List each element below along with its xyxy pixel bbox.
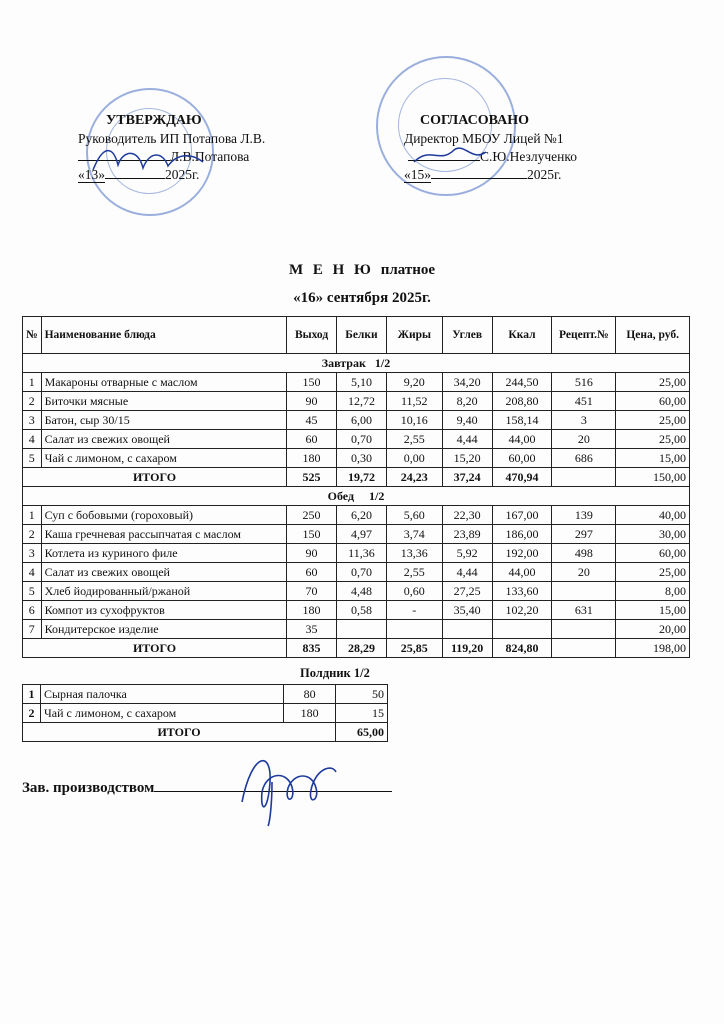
table-cell: 27,25 — [442, 582, 492, 601]
lunch-rows — [23, 506, 690, 639]
table-cell: Макароны отварные с маслом — [41, 373, 287, 392]
table-cell: 250 — [287, 506, 337, 525]
table-row — [23, 392, 690, 411]
table-cell: 686 — [552, 449, 616, 468]
table-cell: Салат из свежих овощей — [41, 430, 287, 449]
table-cell: 15 — [336, 704, 388, 723]
total-yield: 525 — [287, 468, 337, 487]
table-cell: 7 — [23, 620, 42, 639]
table-cell: 44,00 — [492, 430, 552, 449]
table-cell — [552, 582, 616, 601]
right-signature-icon — [410, 144, 490, 168]
table-cell: 4,97 — [337, 525, 387, 544]
table-cell: Сырная палочка — [40, 685, 283, 704]
table-header — [23, 317, 690, 354]
table-cell: 0,70 — [337, 430, 387, 449]
table-row — [23, 620, 690, 639]
approve-line1: Руководитель ИП Потапова Л.В. — [78, 131, 266, 146]
table-cell: Батон, сыр 30/15 — [41, 411, 287, 430]
table-cell: 25,00 — [616, 411, 690, 430]
breakfast-section — [23, 354, 690, 373]
table-cell: 0,00 — [386, 449, 442, 468]
col-kcal: Ккал — [492, 317, 552, 354]
lunch-section — [23, 487, 690, 506]
snack-rows — [23, 685, 388, 723]
table-cell: 208,80 — [492, 392, 552, 411]
table-cell: 150 — [287, 525, 337, 544]
total-price: 150,00 — [616, 468, 690, 487]
table-cell: 30,00 — [616, 525, 690, 544]
table-cell: 8,00 — [616, 582, 690, 601]
table-cell: 90 — [287, 544, 337, 563]
table-cell: 4,44 — [442, 430, 492, 449]
total-price: 198,00 — [616, 639, 690, 658]
table-cell: 15,00 — [616, 449, 690, 468]
agree-line3 — [404, 166, 624, 184]
menu-title: М Е Н Ю платное — [288, 262, 436, 278]
table-cell: 90 — [287, 392, 337, 411]
col-fat: Жиры — [386, 317, 442, 354]
table-cell: 34,20 — [442, 373, 492, 392]
table-cell: 11,36 — [337, 544, 387, 563]
table-row — [23, 411, 690, 430]
table-cell: 25,00 — [616, 563, 690, 582]
table-cell: 516 — [552, 373, 616, 392]
total-recipe — [552, 468, 616, 487]
table-cell: 0,58 — [337, 601, 387, 620]
lunch-title: Обед 1/2 — [23, 487, 690, 506]
table-cell: 70 — [287, 582, 337, 601]
table-cell: Компот из сухофруктов — [41, 601, 287, 620]
table-cell — [386, 620, 442, 639]
total-protein: 19,72 — [337, 468, 387, 487]
total-recipe — [552, 639, 616, 658]
table-cell: 20,00 — [616, 620, 690, 639]
snack-table — [22, 684, 388, 742]
table-cell: 0,30 — [337, 449, 387, 468]
table-cell: 1 — [23, 373, 42, 392]
table-cell — [337, 620, 387, 639]
table-row — [23, 685, 388, 704]
table-cell: Биточки мясные — [41, 392, 287, 411]
table-cell: Котлета из куриного филе — [41, 544, 287, 563]
total-carbs: 119,20 — [442, 639, 492, 658]
col-num: № — [23, 317, 42, 354]
approve-day: «13» — [78, 167, 105, 182]
table-cell: 6,20 — [337, 506, 387, 525]
approve-year: 2025г. — [165, 167, 200, 182]
agree-line1: Директор МБОУ Лицей №1 — [404, 131, 564, 146]
table-cell: 9,40 — [442, 411, 492, 430]
table-row — [23, 449, 690, 468]
col-name: Наименование блюда — [41, 317, 287, 354]
table-row — [23, 601, 690, 620]
table-cell: 35 — [287, 620, 337, 639]
table-cell: 139 — [552, 506, 616, 525]
approve-name: Л.В.Потапова — [170, 149, 250, 164]
col-recipe: Рецепт.№ — [552, 317, 616, 354]
table-cell: 44,00 — [492, 563, 552, 582]
table-cell: 192,00 — [492, 544, 552, 563]
table-cell: 25,00 — [616, 373, 690, 392]
table-cell: 12,72 — [337, 392, 387, 411]
agree-title: СОГЛАСОВАНО — [420, 113, 529, 128]
table-cell: 22,30 — [442, 506, 492, 525]
table-cell: 133,60 — [492, 582, 552, 601]
table-cell: 11,52 — [386, 392, 442, 411]
table-cell: 1 — [23, 506, 42, 525]
total-protein: 28,29 — [337, 639, 387, 658]
agree-year: 2025г. — [527, 167, 562, 182]
table-row — [23, 544, 690, 563]
table-cell: 3 — [23, 411, 42, 430]
approve-title: УТВЕРЖДАЮ — [106, 113, 202, 128]
snack-title: Полдник 1/2 — [300, 666, 370, 680]
table-cell: 4 — [23, 430, 42, 449]
agree-name: С.Ю.Незлученко — [480, 149, 577, 164]
table-cell: 40,00 — [616, 506, 690, 525]
table-cell: 158,14 — [492, 411, 552, 430]
table-cell: - — [386, 601, 442, 620]
table-cell: 5,92 — [442, 544, 492, 563]
col-price: Цена, руб. — [616, 317, 690, 354]
table-cell — [552, 620, 616, 639]
table-cell: 4,48 — [337, 582, 387, 601]
table-cell: 60,00 — [616, 392, 690, 411]
total-fat: 25,85 — [386, 639, 442, 658]
table-cell: 60 — [287, 430, 337, 449]
table-cell: 451 — [552, 392, 616, 411]
table-cell: 13,36 — [386, 544, 442, 563]
table-cell: 15,20 — [442, 449, 492, 468]
table-cell: 8,20 — [442, 392, 492, 411]
table-row — [23, 563, 690, 582]
table-cell: 5 — [23, 582, 42, 601]
breakfast-title: Завтрак 1/2 — [23, 354, 690, 373]
table-cell: 2 — [23, 525, 42, 544]
table-cell: 297 — [552, 525, 616, 544]
table-cell: 2 — [23, 392, 42, 411]
menu-table — [22, 316, 690, 658]
table-cell: 150 — [287, 373, 337, 392]
table-cell: 80 — [284, 685, 336, 704]
table-cell: 244,50 — [492, 373, 552, 392]
table-row — [23, 525, 690, 544]
table-cell: 50 — [336, 685, 388, 704]
table-cell: 0,70 — [337, 563, 387, 582]
table-cell: 180 — [287, 449, 337, 468]
snack-total — [23, 723, 388, 742]
lunch-total — [23, 639, 690, 658]
snack-total-label: ИТОГО — [23, 723, 336, 742]
table-cell: 4 — [23, 563, 42, 582]
table-cell — [492, 620, 552, 639]
table-cell: 631 — [552, 601, 616, 620]
table-cell: Суп с бобовыми (гороховый) — [41, 506, 287, 525]
total-label: ИТОГО — [23, 639, 287, 658]
total-fat: 24,23 — [386, 468, 442, 487]
table-cell: 2 — [23, 704, 41, 723]
table-cell: 60,00 — [616, 544, 690, 563]
total-carbs: 37,24 — [442, 468, 492, 487]
table-cell: 180 — [284, 704, 336, 723]
table-row — [23, 373, 690, 392]
table-cell: 186,00 — [492, 525, 552, 544]
table-cell: Чай с лимоном, с сахаром — [40, 704, 283, 723]
table-cell: 20 — [552, 430, 616, 449]
col-protein: Белки — [337, 317, 387, 354]
total-kcal: 824,80 — [492, 639, 552, 658]
table-cell: Салат из свежих овощей — [41, 563, 287, 582]
table-cell: 4,44 — [442, 563, 492, 582]
snack-total-price: 65,00 — [336, 723, 388, 742]
table-cell: 102,20 — [492, 601, 552, 620]
table-cell: 35,40 — [442, 601, 492, 620]
table-cell: 6 — [23, 601, 42, 620]
table-cell: 60,00 — [492, 449, 552, 468]
table-cell: 3,74 — [386, 525, 442, 544]
table-cell: 45 — [287, 411, 337, 430]
table-cell: 2,55 — [386, 563, 442, 582]
table-cell: 167,00 — [492, 506, 552, 525]
table-row — [23, 582, 690, 601]
breakfast-total — [23, 468, 690, 487]
breakfast-rows — [23, 373, 690, 468]
table-cell — [442, 620, 492, 639]
table-cell: 498 — [552, 544, 616, 563]
table-cell: Чай с лимоном, с сахаром — [41, 449, 287, 468]
table-cell: 3 — [552, 411, 616, 430]
table-cell: 5 — [23, 449, 42, 468]
table-cell: 0,60 — [386, 582, 442, 601]
table-cell: 15,00 — [616, 601, 690, 620]
signature-label: Зав. производством — [22, 780, 155, 796]
table-cell: 5,10 — [337, 373, 387, 392]
table-cell: 6,00 — [337, 411, 387, 430]
menu-date: «16» сентября 2025г. — [293, 290, 431, 306]
table-cell: 1 — [23, 685, 41, 704]
total-kcal: 470,94 — [492, 468, 552, 487]
table-row — [23, 430, 690, 449]
table-cell: 10,16 — [386, 411, 442, 430]
table-cell: Хлеб йодированный/ржаной — [41, 582, 287, 601]
table-cell: 60 — [287, 563, 337, 582]
table-cell: 23,89 — [442, 525, 492, 544]
chief-signature-icon — [232, 742, 342, 828]
col-yield: Выход — [287, 317, 337, 354]
table-cell: Каша гречневая рассыпчатая с маслом — [41, 525, 287, 544]
agree-day: «15» — [404, 167, 431, 182]
table-row — [23, 704, 388, 723]
table-cell: 25,00 — [616, 430, 690, 449]
table-cell: 180 — [287, 601, 337, 620]
total-yield: 835 — [287, 639, 337, 658]
total-label: ИТОГО — [23, 468, 287, 487]
table-cell: 5,60 — [386, 506, 442, 525]
table-row — [23, 506, 690, 525]
table-cell: 2,55 — [386, 430, 442, 449]
left-signature-icon — [88, 140, 208, 180]
table-cell: 9,20 — [386, 373, 442, 392]
table-cell: 20 — [552, 563, 616, 582]
table-cell: Кондитерское изделие — [41, 620, 287, 639]
table-cell: 3 — [23, 544, 42, 563]
col-carbs: Углев — [442, 317, 492, 354]
